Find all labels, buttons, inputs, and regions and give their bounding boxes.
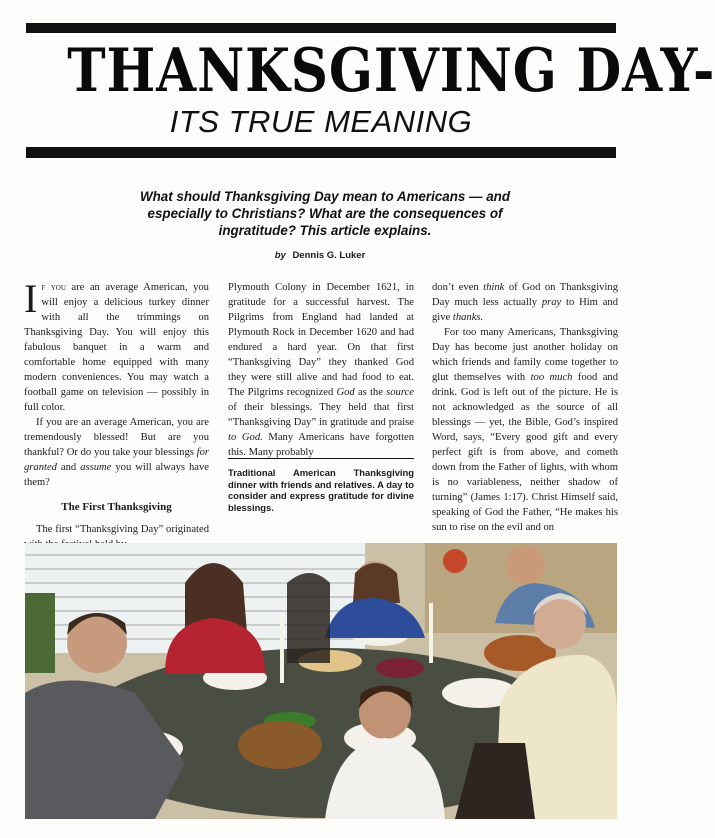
intro-deck: What should Thanksgiving Day mean to Americans — and especially to Christians? What are the consequences of ingratitude? This article explains. <box>139 189 511 238</box>
emphasis: for granted <box>24 447 209 473</box>
paragraph-text: as the <box>354 387 387 398</box>
column-2 <box>228 280 414 460</box>
paragraph-text: don’t even <box>432 282 484 293</box>
column-1 <box>24 276 209 552</box>
emphasis: think <box>483 282 505 293</box>
photo-caption: Traditional American Thanksgiving dinner with friends and relatives. A day to consider and express gratitude for divine blessings. <box>228 458 414 513</box>
flower-arrangement <box>443 549 467 573</box>
paragraph-text: If you are an average American, you are tremendously blessed! But are you thankful? Or do you take your blessings <box>24 417 209 458</box>
paragraph-text: of their blessings. They held that first “Thanksgiving Day” in gratitude and praise <box>228 402 414 428</box>
emphasis: God <box>336 387 355 398</box>
article-title: THANKSGIVING DAY- <box>67 36 715 106</box>
byline <box>200 250 440 261</box>
paragraph <box>432 325 618 535</box>
emphasis: pray <box>541 297 562 308</box>
paragraph <box>432 280 618 325</box>
emphasis: thanks. <box>452 312 484 323</box>
emphasis: to God. <box>228 432 263 443</box>
paragraph-text: are an average American, you will enjoy a delicious turkey dinner with all the trimmings on Thanksgiving Day. You will enjoy this fabulous banquet in a warm and comfortable home equipped with many modern conveniences. You may watch a football game on television — possibly in full color. <box>24 282 209 413</box>
byline-prefix: by <box>274 250 286 261</box>
paragraph <box>24 276 209 415</box>
paragraph-text: and <box>56 462 81 473</box>
author-name: Dennis G. Luker <box>292 250 366 261</box>
chair <box>287 573 330 663</box>
lead-in: f you <box>41 282 66 293</box>
paragraph: The first “Thanksgiving Day” originated <box>36 524 209 535</box>
candle <box>429 603 433 663</box>
thanksgiving-dinner-photo <box>25 543 617 819</box>
bread-basket <box>238 721 322 769</box>
paragraph-text: food and drink. God is left out of the picture. He is not acknowledged as the source of all blessings — yet, the Bible, God’s inspired Word, says, “Every good gift and every perfect gift is from above, and cometh down from the Father of lights, with whom is no variableness, neither shadow of turning” (James 1:17). Christ Himself said, speaking of God the Father, “He makes his sun to rise on the evil and on <box>432 372 618 533</box>
photo-illustration <box>25 543 617 819</box>
emphasis: source <box>386 387 414 398</box>
paragraph <box>24 415 209 490</box>
column-3 <box>432 280 618 535</box>
section-heading: The First Thanksgiving <box>61 501 172 513</box>
houseplant <box>25 593 55 673</box>
paragraph-text: Plymouth Colony in December 1621, in gratitude for a successful harvest. The Pilgrims from England had landed at Plymouth Rock in December 1620 and had endured a hard year. On that first “Thanksgiving Day” they thanked God they were still alive and had food to eat. The Pilgrims recognized <box>228 282 414 398</box>
paragraph-text: to Him and give <box>432 297 618 323</box>
emphasis: assume <box>80 462 112 473</box>
paragraph-text: For too many Americans, Thanksgiving Day has become just another holiday on which friends and family come together to glut themselves with <box>432 327 618 383</box>
cranberry-dish <box>376 658 424 678</box>
article-subtitle: ITS TRUE MEANING <box>169 104 473 139</box>
emphasis: too much <box>530 372 573 383</box>
paragraph-text: Many Americans have forgotten this. Many probably <box>228 432 415 458</box>
paragraph-text: of God on Thanksgiving Day much less actually <box>432 282 618 308</box>
paragraph-text: you will always have them? <box>24 462 209 488</box>
paragraph <box>228 280 414 460</box>
candle <box>280 613 284 683</box>
drop-cap: I <box>24 276 38 321</box>
top-rule <box>26 23 616 33</box>
bottom-rule <box>26 147 616 158</box>
